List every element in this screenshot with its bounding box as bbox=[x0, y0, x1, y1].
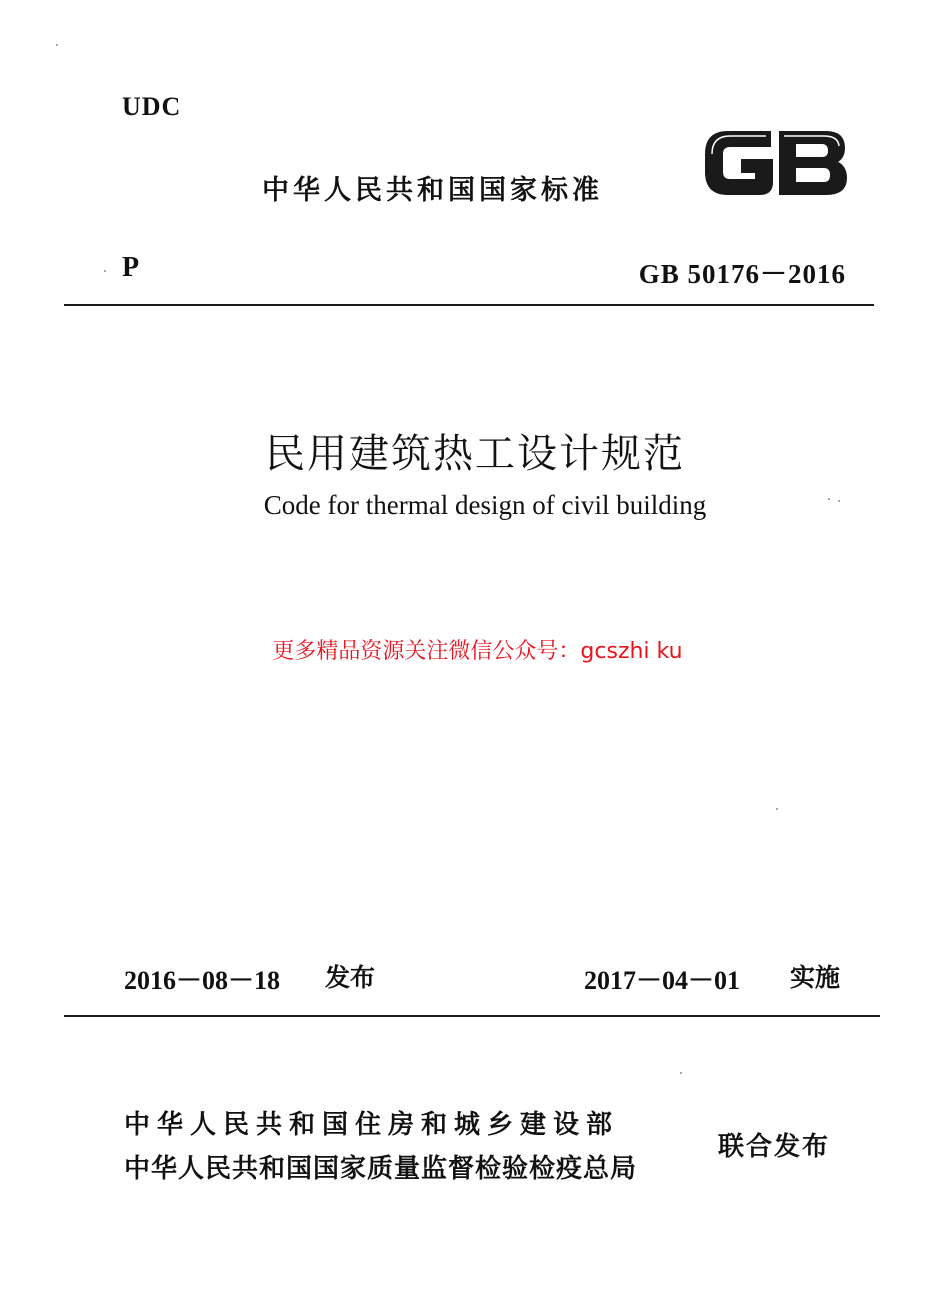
publisher-line-1: 中华人民共和国住房和城乡建设部 bbox=[124, 1110, 620, 1140]
scan-speck bbox=[838, 500, 840, 502]
watermark-notice: 更多精品资源关注微信公众号：gcszhi ku bbox=[272, 639, 683, 664]
issue-label: 发布 bbox=[325, 963, 376, 992]
scan-speck bbox=[56, 44, 58, 46]
udc-label: UDC bbox=[122, 92, 182, 121]
publisher-line-2: 中华人民共和国国家质量监督检验检疫总局 bbox=[124, 1154, 638, 1184]
scan-speck bbox=[776, 808, 778, 810]
standard-number: GB 50176－2016 bbox=[638, 259, 846, 289]
document-title-english: Code for thermal design of civil building bbox=[263, 490, 707, 520]
scan-speck bbox=[104, 270, 106, 272]
implementation-date: 2017－04－01 bbox=[584, 966, 741, 995]
national-standard-heading: 中华人民共和国国家标准 bbox=[262, 175, 603, 206]
implementation-label: 实施 bbox=[790, 963, 841, 992]
bottom-divider bbox=[64, 1015, 880, 1017]
scan-speck bbox=[828, 498, 830, 500]
top-divider bbox=[64, 304, 874, 306]
classification-code: P bbox=[122, 252, 140, 283]
scan-speck bbox=[680, 1072, 682, 1074]
issue-date: 2016－08－18 bbox=[124, 966, 281, 995]
gb-logo-icon bbox=[700, 124, 850, 200]
joint-publish-label: 联合发布 bbox=[718, 1132, 831, 1162]
document-title-chinese: 民用建筑热工设计规范 bbox=[265, 431, 685, 477]
